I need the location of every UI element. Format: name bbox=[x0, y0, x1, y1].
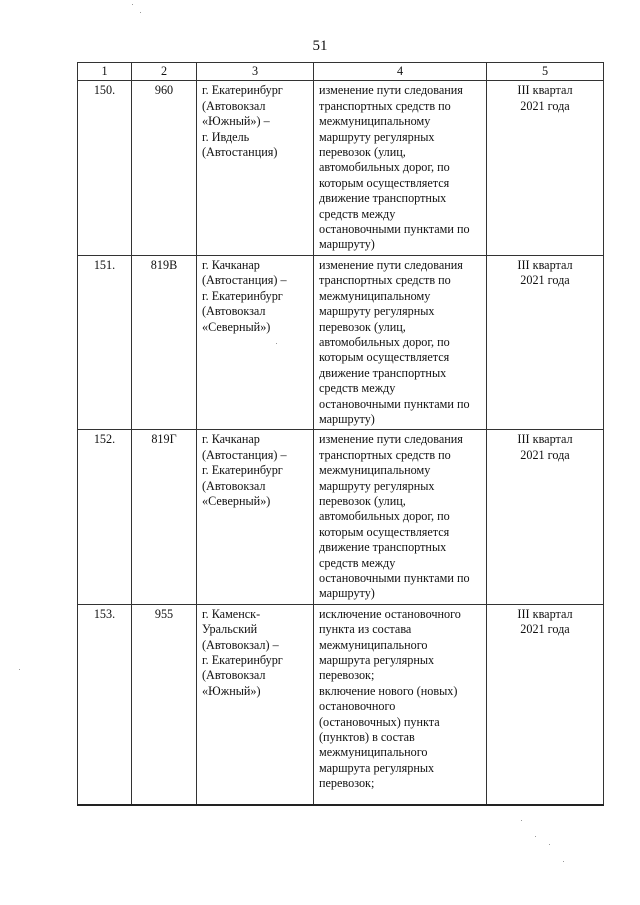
route-code: 819Г bbox=[132, 430, 197, 604]
row-number: 152. bbox=[78, 430, 132, 604]
change-description: изменение пути следования транспортных средств по межмуниципальному маршруту регулярных перевозок (улиц, автомобильных дорог, по которым осуществляется движение транспортных средств между остановочными пунктами по маршруту) bbox=[314, 81, 487, 255]
header-col-4: 4 bbox=[314, 63, 487, 81]
scan-speck bbox=[535, 836, 536, 837]
header-row bbox=[78, 63, 604, 81]
route-name: г. Качканар (Автостанция) – г. Екатеринбург (Автовокзал «Северный») bbox=[197, 430, 314, 604]
route-name: г. Качканар (Автостанция) – г. Екатеринбург (Автовокзал «Северный») bbox=[197, 255, 314, 429]
scan-speck bbox=[140, 12, 141, 13]
route-name: г. Каменск- Уральский (Автовокзал) – г. Екатеринбург (Автовокзал «Южный») bbox=[197, 604, 314, 805]
scan-speck bbox=[521, 820, 522, 821]
change-description: изменение пути следования транспортных средств по межмуниципальному маршруту регулярных перевозок (улиц, автомобильных дорог, по которым осуществляется движение транспортных средств между остановочными пунктами по маршруту) bbox=[314, 430, 487, 604]
table-row bbox=[78, 604, 604, 805]
period: III квартал 2021 года bbox=[487, 604, 604, 805]
scan-speck bbox=[549, 844, 550, 845]
scan-speck bbox=[132, 4, 133, 5]
period: III квартал 2021 года bbox=[487, 255, 604, 429]
row-number: 151. bbox=[78, 255, 132, 429]
route-name: г. Екатеринбург (Автовокзал «Южный») – г. Ивдель (Автостанция) bbox=[197, 81, 314, 255]
change-description: исключение остановочного пункта из состава межмуниципального маршрута регулярных перевозок; включение нового (новых) остановочного (остановочных) пункта (пунктов) в состав межмуниципального маршрута регулярных перевозок; bbox=[314, 604, 487, 805]
scan-speck bbox=[19, 669, 20, 670]
period: III квартал 2021 года bbox=[487, 430, 604, 604]
table-row bbox=[78, 430, 604, 604]
row-number: 150. bbox=[78, 81, 132, 255]
route-code: 960 bbox=[132, 81, 197, 255]
period: III квартал 2021 года bbox=[487, 81, 604, 255]
change-description: изменение пути следования транспортных средств по межмуниципальному маршруту регулярных перевозок (улиц, автомобильных дорог, по которым осуществляется движение транспортных средств между остановочными пунктами по маршруту) bbox=[314, 255, 487, 429]
scan-speck bbox=[276, 343, 277, 344]
row-number: 153. bbox=[78, 604, 132, 805]
header-col-1: 1 bbox=[78, 63, 132, 81]
table-row bbox=[78, 81, 604, 255]
header-col-5: 5 bbox=[487, 63, 604, 81]
header-col-2: 2 bbox=[132, 63, 197, 81]
scan-speck bbox=[563, 861, 564, 862]
table-row bbox=[78, 255, 604, 429]
route-code: 955 bbox=[132, 604, 197, 805]
header-col-3: 3 bbox=[197, 63, 314, 81]
routes-table bbox=[77, 62, 604, 806]
page-number: 51 bbox=[312, 38, 328, 54]
route-code: 819В bbox=[132, 255, 197, 429]
